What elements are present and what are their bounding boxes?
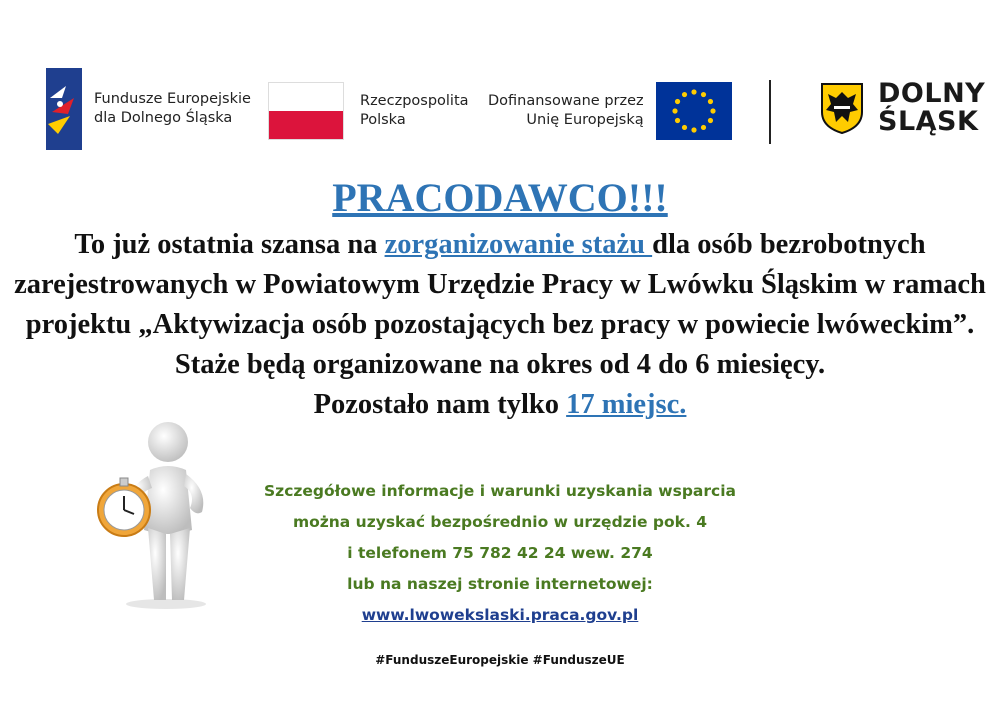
lower-silesia-eagle-icon [820,82,864,134]
eu-star [701,92,706,97]
eu-star [691,89,696,94]
lower-silesia-logo [820,80,985,136]
eu-star [710,108,715,113]
eu-star [682,125,687,130]
funds-europe-logo [46,68,251,150]
logo-bar [0,60,1000,160]
places-count: 17 miejsc. [566,389,687,420]
website-link[interactable]: www.lwowekslaski.praca.gov.pl [361,606,639,624]
eu-star [672,108,677,113]
eu-funded-logo [488,82,732,140]
lower-silesia-text: DOLNY ŚLĄSK [878,78,986,137]
hashtags: #FunduszeEuropejskie #FunduszeUE [375,653,625,667]
internship-link[interactable]: zorganizowanie stażu [384,229,653,260]
poland-flag-icon [268,82,344,140]
funds-europe-text: Fundusze Europejskie dla Dolnego Śląska [94,91,251,126]
eu-star [682,92,687,97]
announcement-text: To już ostatnia szansa na zorganizowanie stażu dla osób bezrobotnych zarejestrowanych w Powiatowym Urzędzie Pracy w Lwówku Śląskim w ramach projektu „Aktywizacja osób pozostających bez pracy w powiecie lwóweckim”. Staże będą organizowane na okres od 4 do 6 miesięcy. [14,229,986,380]
eu-star [691,127,696,132]
contact-info: Szczegółowe informacje i warunki uzyskania wsparcia można uzyskać bezpośrednio w urzędzie pok. 4 i telefonem 75 782 42 24 wew. 274 lub na naszej stronie internetowej: www.lwowekslaski.praca.gov.pl [0,476,1000,631]
eu-flag-icon [656,82,732,140]
eu-star [675,99,680,104]
eu-star [707,118,712,123]
remaining-places: Pozostało nam tylko 17 miejsc. [313,389,687,420]
republic-poland-logo [268,82,469,140]
eu-star [707,99,712,104]
eu-star [701,125,706,130]
republic-poland-text: Rzeczpospolita Polska [360,93,469,128]
headline: PRACODAWCO!!! [332,175,668,220]
logo-divider [769,80,771,144]
eu-star [675,118,680,123]
eu-funded-text: Dofinansowane przez Unię Europejską [488,93,644,128]
funds-europe-logo-icon [46,68,82,150]
main-content [0,175,1000,425]
